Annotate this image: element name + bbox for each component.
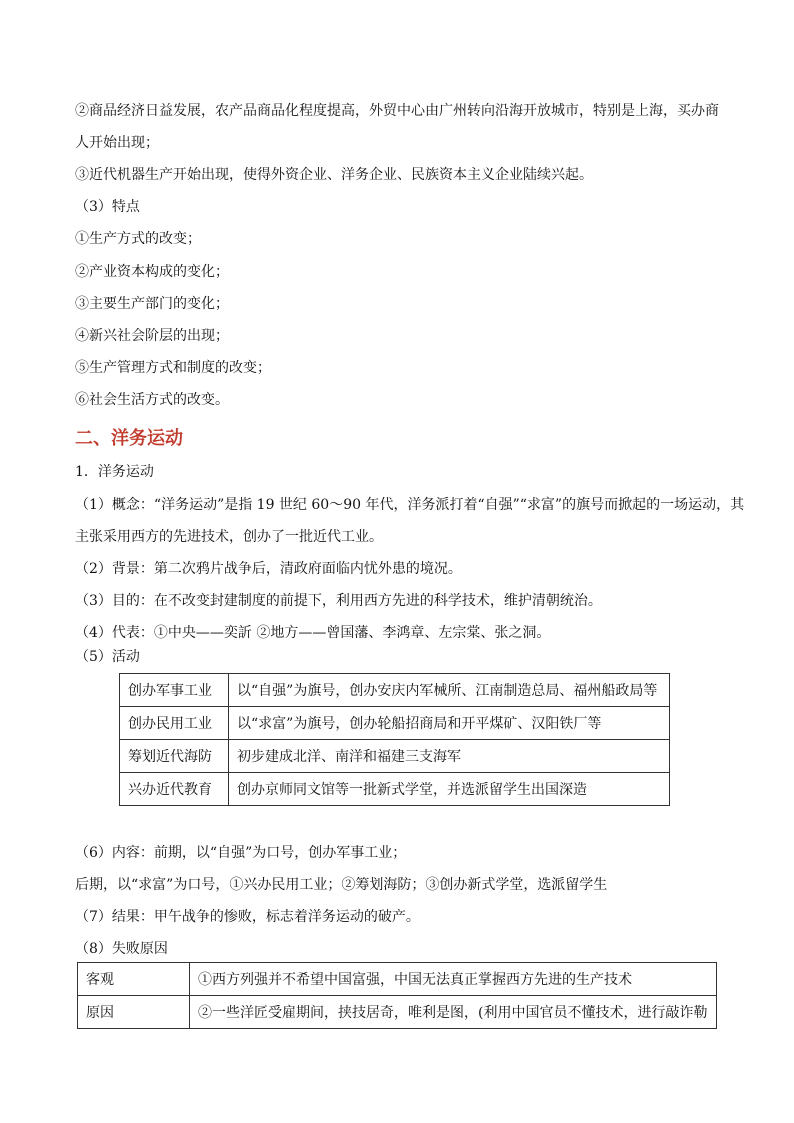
table-cell: 创办京师同文馆等一批新式学堂，并选派留学生出国深造 — [229, 773, 670, 806]
section-heading: 二、洋务运动 — [75, 428, 183, 449]
table-row — [120, 674, 670, 707]
paragraph: （2）背景：第二次鸦片战争后，清政府面临内忧外患的境况。 — [75, 561, 462, 577]
paragraph: ②商品经济日益发展，农产品商品化程度提高，外贸中心由广州转向沿海开放城市，特别是上海，买办商 — [75, 103, 719, 119]
paragraph: （7）结果：甲午战争的惨败，标志着洋务运动的破产。 — [75, 909, 420, 925]
table-cell: 客观 — [78, 963, 190, 996]
table-cell: ②一些洋匠受雇期间，挟技居奇，唯利是图，(利用中国官员不懂技术，进行敲诈勒 — [190, 996, 717, 1029]
paragraph: ①生产方式的改变； — [75, 231, 201, 247]
table-cell: 创办民用工业 — [120, 707, 229, 740]
paragraph: （3）目的：在不改变封建制度的前提下，利用西方先进的科学技术，维护清朝统治。 — [75, 593, 602, 609]
table-cell: 筹划近代海防 — [120, 740, 229, 773]
paragraph: ⑥社会生活方式的改变。 — [75, 392, 229, 408]
paragraph: （5）活动 — [75, 649, 140, 665]
table-cell: 原因 — [78, 996, 190, 1029]
table-cell: ①西方列强并不希望中国富强，中国无法真正掌握西方先进的生产技术 — [190, 963, 717, 996]
failure-reasons-table — [77, 962, 717, 1029]
paragraph: 1．洋务运动 — [75, 464, 154, 480]
paragraph: ③主要生产部门的变化； — [75, 296, 229, 312]
paragraph: （1）概念：“洋务运动”是指 19 世纪 60～90 年代，洋务派打着“自强”“求富”的旗号而掀起的一场运动，其 — [75, 497, 745, 513]
paragraph: ③近代机器生产开始出现，使得外资企业、洋务企业、民族资本主义企业陆续兴起。 — [75, 167, 593, 183]
paragraph: ④新兴社会阶层的出现； — [75, 328, 229, 344]
paragraph: 主张采用西方的先进技术，创办了一批近代工业。 — [75, 529, 383, 545]
table-row — [78, 963, 717, 996]
paragraph: 后期，以“求富”为口号，①兴办民用工业；②筹划海防；③创办新式学堂，选派留学生 — [75, 877, 608, 893]
paragraph: ②产业资本构成的变化； — [75, 264, 229, 280]
table-row — [120, 740, 670, 773]
paragraph: （4）代表：①中央——奕訢 ②地方——曾国藩、李鸿章、左宗棠、张之洞。 — [75, 625, 551, 641]
table-row — [120, 773, 670, 806]
paragraph: （8）失败原因 — [75, 941, 168, 957]
table-cell: 以“自强”为旗号，创办安庆内军械所、江南制造总局、福州船政局等 — [229, 674, 670, 707]
table-row — [120, 707, 670, 740]
table-cell: 兴办近代教育 — [120, 773, 229, 806]
paragraph: 人开始出现； — [75, 135, 159, 151]
table-row — [78, 996, 717, 1029]
paragraph: ⑤生产管理方式和制度的改变； — [75, 360, 271, 376]
table-cell: 初步建成北洋、南洋和福建三支海军 — [229, 740, 670, 773]
activities-table — [119, 673, 670, 806]
table-cell: 以“求富”为旗号，创办轮船招商局和开平煤矿、汉阳铁厂等 — [229, 707, 670, 740]
table-cell: 创办军事工业 — [120, 674, 229, 707]
paragraph: （3）特点 — [75, 199, 140, 215]
paragraph: （6）内容：前期，以“自强”为口号，创办军事工业； — [75, 845, 407, 861]
